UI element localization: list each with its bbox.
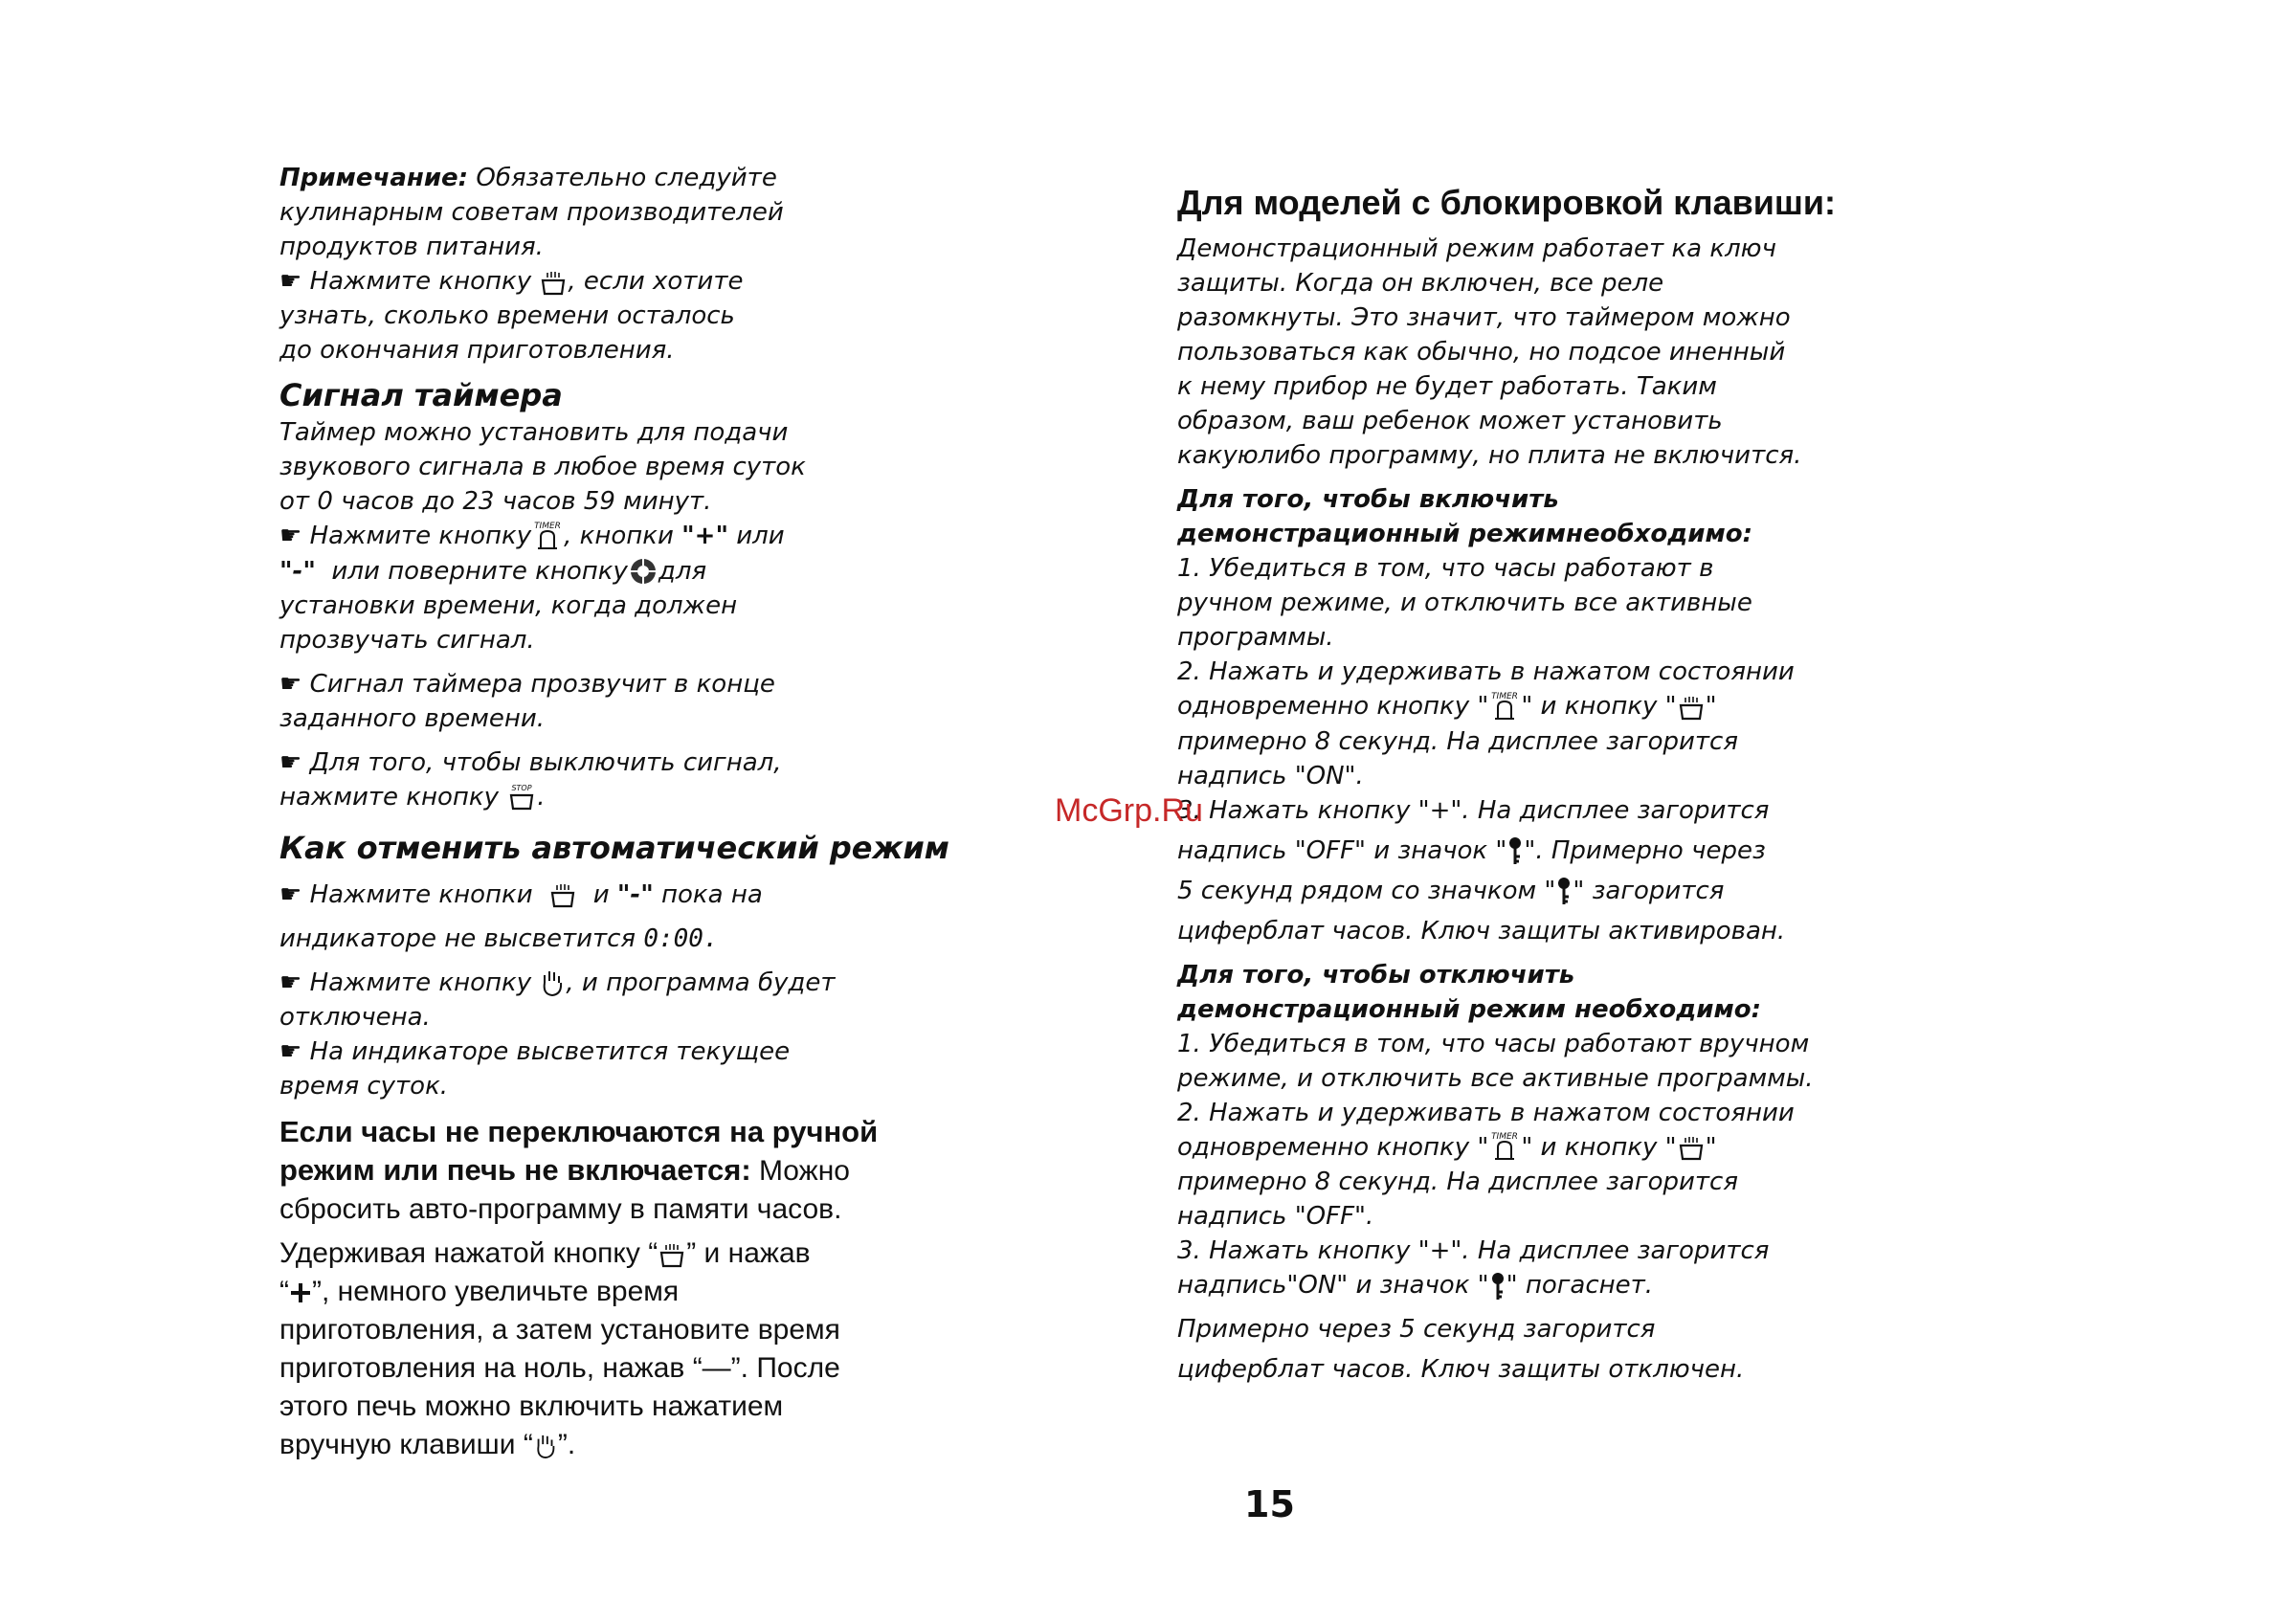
bullet-remaining-time: ☛ Нажмите кнопку , если хотите bbox=[279, 267, 744, 296]
right-column: Для моделей с блокировкой клавиши: Демонстрационный режим работает ка ключ защиты. Когда он включен, все реле разомкнуты. Это значит, что таймером можно пользоваться как обычно, но подсое иненный к нему прибор не будет работать. Таким образом, ваш ребенок может установить какуюлибо программу, но плита не включится. Для того, чтобы включить демонстрационный режимнеобходимо: 1. Убедиться в том, что часы работают в ручном режиме, и отключить все активные программы. 2. Нажать и удерживать в нажатом состоянии одновременно кнопку " TIMER " и кнопку " " примерно 8 секунд. На дисплее загорится надпись "ON". 3. Нажать кнопку "+". На дисплее загорится надпись "OFF" и значок " ". Примерно через 5 секунд рядом со значком " " загорится циферблат часов. Ключ защиты активирован. Для того, чтобы отключить демонстрационный режим необходимо: 1. Убедиться в том, что часы работают вручном режиме, и отключить все активные программы. 2. Нажать и удерживать в нажатом состоянии одновременно кнопку " TIMER " и кнопку " " примерно 8 секунд. На дисплее загорится надпись "OFF". 3. Нажать кнопку "+". На дисплее загорится надпись"ON" и значок " " погаснет. Примерно через 5 секунд загорится циферблат часов. Ключ защиты отключен. bbox=[1177, 180, 1962, 1387]
subheading-disable-demo: Для того, чтобы отключить bbox=[1177, 960, 1575, 990]
reset-paragraph-heading: Если часы не переключаются на ручной bbox=[279, 1114, 879, 1148]
pointing-hand-icon: ☛ bbox=[279, 968, 302, 997]
bullet-press-buttons: ☛ Нажмите кнопки и "-" пока на bbox=[279, 879, 763, 909]
svg-text:TIMER: TIMER bbox=[1491, 691, 1519, 701]
bullet-signal-end: ☛ Сигнал таймера прозвучит в конце bbox=[279, 669, 775, 699]
cooking-pot-icon bbox=[1677, 693, 1706, 722]
hand-manual-icon bbox=[539, 968, 566, 998]
note-label: Примечание: bbox=[279, 164, 469, 192]
watermark: McGrp.Ru bbox=[1055, 792, 1203, 829]
bullet-signal-off: ☛ Для того, чтобы выключить сигнал, bbox=[279, 747, 782, 777]
page-number: 15 bbox=[1244, 1483, 1295, 1525]
section-heading-cancel-auto: Как отменить автоматический режим bbox=[279, 829, 949, 866]
stop-icon bbox=[506, 782, 537, 812]
left-column: Примечание: Обязательно следуйте кулинарным советам производителей продуктов питания. ☛ Нажмите кнопку , если хотите узнать, сколько времени осталось до окончания приготовления. Сигнал таймера Таймер можно установить для подачи звукового сигнала в любое время суток от 0 часов до 23 часов 59 минут. ☛ Нажмите кнопку TIMER , кнопки "+" или "-" или поверните кнопку для установки времени, когда должен прозвучать сигнал. ☛ Сигнал таймера прозвучит в конце заданного времени. ☛ Для того, чтобы выключить сигнал, нажмите кнопку STOP . Как отменить автоматический режим ☛ Нажмите кнопки и "-" пока на индикаторе не высветится 0:00. ☛ Нажмите кнопку , и программа будет отключена. ☛ На индикаторе высветится текущее время суток. Если часы не переключаются на ручной режим или печь не включается: Можно сбросить авто-программу в памяти часов. Удерживая нажатой кнопку “ ” и нажав “ ”, немного увеличьте время приготовления, а затем установите время приготовления на ноль, нажав “—”. После этого печь можно включить нажатием вручную клавиши “ ”. bbox=[279, 161, 969, 1464]
hand-manual-icon bbox=[533, 1432, 558, 1460]
rotary-knob-icon bbox=[628, 556, 658, 587]
key-icon bbox=[1506, 835, 1524, 866]
key-icon bbox=[1555, 876, 1573, 906]
pointing-hand-icon: ☛ bbox=[279, 879, 302, 909]
pointing-hand-icon: ☛ bbox=[279, 1036, 302, 1066]
bullet-current-time: ☛ На индикаторе высветится текущее bbox=[279, 1036, 791, 1066]
subheading-enable-demo: Для того, чтобы включить bbox=[1177, 485, 1559, 514]
timer-bell-icon bbox=[1488, 1130, 1521, 1165]
pointing-hand-icon: ☛ bbox=[279, 522, 302, 550]
cooking-pot-icon bbox=[539, 268, 568, 297]
bullet-set-signal: ☛ Нажмите кнопку TIMER , кнопки "+" или bbox=[279, 519, 969, 554]
cooking-pot-icon bbox=[548, 880, 577, 909]
cooking-pot-icon bbox=[1677, 1133, 1706, 1162]
cooking-pot-icon bbox=[658, 1240, 686, 1269]
timer-bell-icon bbox=[531, 520, 564, 554]
note-line: Примечание: Обязательно следуйте bbox=[279, 164, 777, 192]
bullet-manual-mode: ☛ Нажмите кнопку , и программа будет bbox=[279, 968, 836, 997]
svg-text:TIMER: TIMER bbox=[534, 521, 562, 531]
pointing-hand-icon: ☛ bbox=[279, 669, 302, 699]
key-icon bbox=[1489, 1271, 1506, 1301]
pointing-hand-icon: ☛ bbox=[279, 747, 302, 777]
plus-icon bbox=[289, 1281, 312, 1304]
pointing-hand-icon: ☛ bbox=[279, 267, 302, 296]
svg-text:STOP: STOP bbox=[511, 784, 532, 792]
right-title: Для моделей с блокировкой клавиши: bbox=[1177, 183, 1837, 222]
timer-bell-icon bbox=[1488, 690, 1521, 724]
section-heading-timer-signal: Сигнал таймера bbox=[279, 377, 563, 413]
svg-text:TIMER: TIMER bbox=[1491, 1132, 1519, 1142]
